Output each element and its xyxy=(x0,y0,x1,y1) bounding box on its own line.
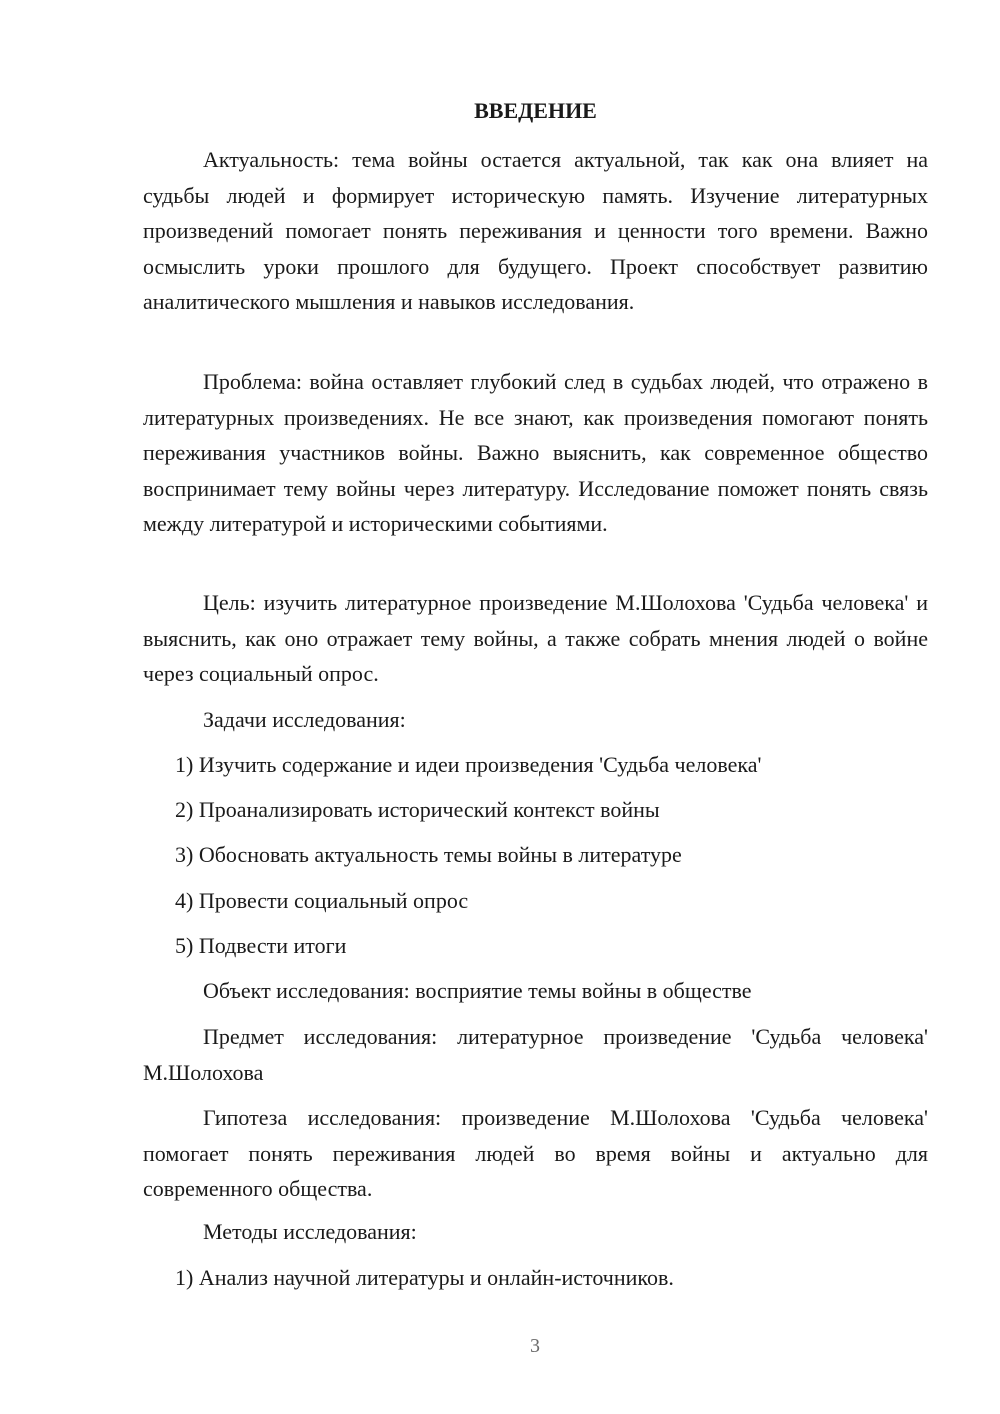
task-item-4: 4) Провести социальный опрос xyxy=(175,888,469,913)
tasks-heading: Задачи исследования: xyxy=(203,707,406,732)
relevance-paragraph: Актуальность: тема войны остается актуальной, так как она влияет на судьбы людей и формирует историческую память. Изучение литературных произведений помогает понять переживания и ценности того времени. Важно осмыслить уроки прошлого для будущего. Проект способствует развитию аналитического мышления и навыков исследования. xyxy=(143,147,928,314)
research-subject: Предмет исследования: литературное произведение 'Судьба человека' М.Шолохова xyxy=(143,1024,928,1085)
page-number: 3 xyxy=(530,1335,540,1357)
methods-heading: Методы исследования: xyxy=(203,1219,417,1244)
task-item-1: 1) Изучить содержание и идеи произведения 'Судьба человека' xyxy=(175,752,762,777)
task-item-5: 5) Подвести итоги xyxy=(175,933,347,958)
research-object: Объект исследования: восприятие темы войны в обществе xyxy=(203,978,752,1003)
goal-paragraph: Цель: изучить литературное произведение М.Шолохова 'Судьба человека' и выяснить, как оно отражает тему войны, а также собрать мнения людей о войне через социальный опрос. xyxy=(143,590,928,686)
research-hypothesis: Гипотеза исследования: произведение М.Шолохова 'Судьба человека' помогает понять переживания людей во время войны и актуально для современного общества. xyxy=(143,1105,928,1201)
task-item-2: 2) Проанализировать исторический контекст войны xyxy=(175,797,660,822)
problem-paragraph: Проблема: война оставляет глубокий след в судьбах людей, что отражено в литературных произведениях. Не все знают, как произведения помогают понять переживания участников войны. Важно выяснить, как современное общество воспринимает тему войны через литературу. Исследование поможет понять связь между литературой и историческими событиями. xyxy=(143,369,928,536)
section-title: ВВЕДЕНИЕ xyxy=(474,98,597,123)
task-item-3: 3) Обосновать актуальность темы войны в литературе xyxy=(175,842,682,867)
method-item-1: 1) Анализ научной литературы и онлайн-источников. xyxy=(175,1265,674,1290)
